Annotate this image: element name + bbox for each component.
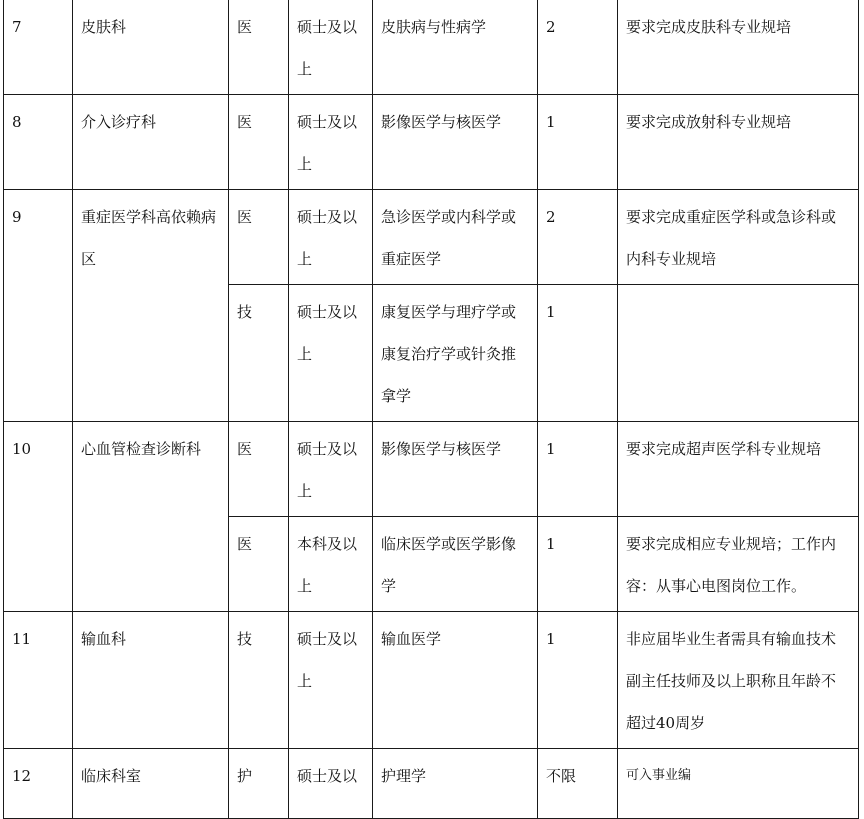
cell-count: 2 — [538, 0, 618, 95]
cell-major: 皮肤病与性病学 — [373, 0, 538, 95]
cell-major: 护理学 — [373, 749, 538, 819]
cell-major: 影像医学与核医学 — [373, 95, 538, 190]
cell-count: 不限 — [538, 749, 618, 819]
table-row — [4, 95, 859, 190]
table-row — [4, 749, 859, 819]
cell-major: 康复医学与理疗学或康复治疗学或针灸推拿学 — [373, 285, 538, 422]
cell-type: 医 — [229, 0, 289, 95]
cell-count: 2 — [538, 190, 618, 285]
cell-requirement: 要求完成相应专业规培；工作内容：从事心电图岗位工作。 — [618, 517, 859, 612]
recruitment-table — [3, 0, 859, 819]
cell-count: 1 — [538, 422, 618, 517]
cell-count: 1 — [538, 285, 618, 422]
cell-edu: 硕士及以上 — [289, 0, 373, 95]
cell-requirement: 要求完成皮肤科专业规培 — [618, 0, 859, 95]
cell-edu: 本科及以上 — [289, 517, 373, 612]
cell-type: 医 — [229, 95, 289, 190]
cell-requirement: 要求完成放射科专业规培 — [618, 95, 859, 190]
cell-no: 12 — [4, 749, 73, 819]
cell-type: 护 — [229, 749, 289, 819]
cell-dept: 皮肤科 — [73, 0, 229, 95]
cell-edu: 硕士及以上 — [289, 190, 373, 285]
cell-major: 临床医学或医学影像学 — [373, 517, 538, 612]
table-row — [4, 0, 859, 95]
table-row — [4, 190, 859, 285]
cell-dept: 介入诊疗科 — [73, 95, 229, 190]
cell-count: 1 — [538, 517, 618, 612]
cell-requirement: 非应届毕业生者需具有输血技术副主任技师及以上职称且年龄不超过40周岁 — [618, 612, 859, 749]
cell-edu: 硕士及以上 — [289, 95, 373, 190]
cell-edu: 硕士及以上 — [289, 422, 373, 517]
cell-type: 医 — [229, 190, 289, 285]
cell-edu: 硕士及以上 — [289, 612, 373, 749]
cell-no: 11 — [4, 612, 73, 749]
cell-dept: 临床科室 — [73, 749, 229, 819]
cell-dept: 心血管检查诊断科 — [73, 422, 229, 612]
cell-count: 1 — [538, 95, 618, 190]
cell-type: 技 — [229, 612, 289, 749]
cell-type: 技 — [229, 285, 289, 422]
cell-no: 10 — [4, 422, 73, 612]
cell-requirement: 可入事业编 — [618, 749, 859, 819]
cell-count: 1 — [538, 612, 618, 749]
cell-type: 医 — [229, 517, 289, 612]
cell-major: 影像医学与核医学 — [373, 422, 538, 517]
cell-no: 8 — [4, 95, 73, 190]
cell-requirement: 要求完成重症医学科或急诊科或内科专业规培 — [618, 190, 859, 285]
cell-no: 9 — [4, 190, 73, 422]
cell-no: 7 — [4, 0, 73, 95]
table-row — [4, 422, 859, 517]
cell-dept: 输血科 — [73, 612, 229, 749]
cell-major: 输血医学 — [373, 612, 538, 749]
cell-edu: 硕士及以 — [289, 749, 373, 819]
table-row — [4, 612, 859, 749]
cell-requirement — [618, 285, 859, 422]
cell-type: 医 — [229, 422, 289, 517]
cell-dept: 重症医学科高依赖病区 — [73, 190, 229, 422]
cell-major: 急诊医学或内科学或重症医学 — [373, 190, 538, 285]
cell-requirement: 要求完成超声医学科专业规培 — [618, 422, 859, 517]
cell-edu: 硕士及以上 — [289, 285, 373, 422]
